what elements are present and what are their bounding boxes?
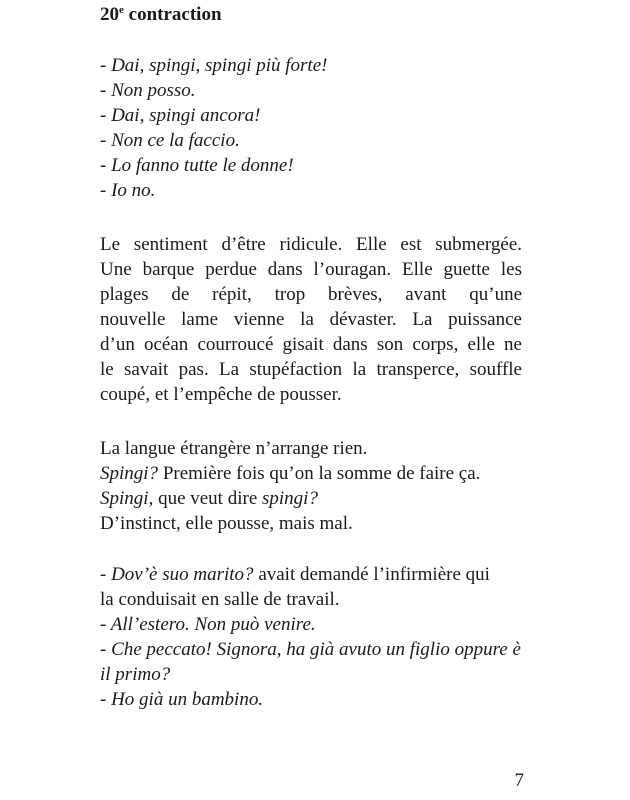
paragraph-line: d’un océan courroucé gisait dans son corps, elle ne [100,334,522,355]
italic-word: spingi? [262,488,318,509]
heading-text: contraction [128,4,222,25]
dialogue-line: - Ho già un bambino. [100,689,264,710]
dialogue-line: - Dai, spingi ancora! [100,105,261,126]
dialogue-line: il primo? [100,664,171,685]
paragraph-1 [100,232,522,407]
dialogue-line: la conduisait en salle de travail. [100,589,340,610]
paragraph-line: nouvelle lame vienne la dévaster. La puissance [100,309,522,330]
dialogue-line: - Io no. [100,180,156,201]
plain-text: Première fois qu’on la somme de faire ça. [158,463,481,484]
heading-superscript: e [119,4,124,16]
dialogue-line: - Lo fanno tutte le donne! [100,155,294,176]
paragraph-line: plages de répit, trop brèves, avant qu’une [100,284,522,305]
paragraph-line: Une barque perdue dans l’ouragan. Elle guette les [100,259,522,280]
dialogue-line: - Non posso. [100,80,196,101]
dialogue-line: - Non ce la faccio. [100,130,240,151]
italic-word: Spingi? [100,463,159,484]
paragraph-line: La langue étrangère n’arrange rien. [100,438,368,459]
paragraph-line [100,486,522,511]
dialogue-line: - Che peccato! Signora, ha già avuto un figlio oppure è [100,639,521,660]
paragraph-line [100,461,522,486]
dialogue-line: - All’estero. Non può venire. [100,614,316,635]
dialogue-block-2 [100,562,522,712]
dialogue-block-1 [100,53,522,203]
paragraph-line: le savait pas. La stupéfaction la transperce, souffle [100,359,522,380]
italic-phrase: - Dov’è suo marito? [100,564,254,585]
paragraph-line: D’instinct, elle pousse, mais mal. [100,513,353,534]
plain-text: , que veut dire [148,488,262,509]
paragraph-line: Le sentiment d’être ridicule. Elle est submergée. [100,234,522,255]
dialogue-line: - Dai, spingi, spingi più forte! [100,55,328,76]
page-number: 7 [514,770,524,791]
paragraph-2 [100,436,522,536]
dialogue-line [100,562,522,587]
plain-text: avait demandé l’infirmière qui [253,564,490,585]
italic-word: Spingi [100,488,149,509]
chapter-heading [100,4,222,26]
heading-number: 20 [100,4,119,25]
paragraph-line: coupé, et l’empêche de pousser. [100,384,342,405]
